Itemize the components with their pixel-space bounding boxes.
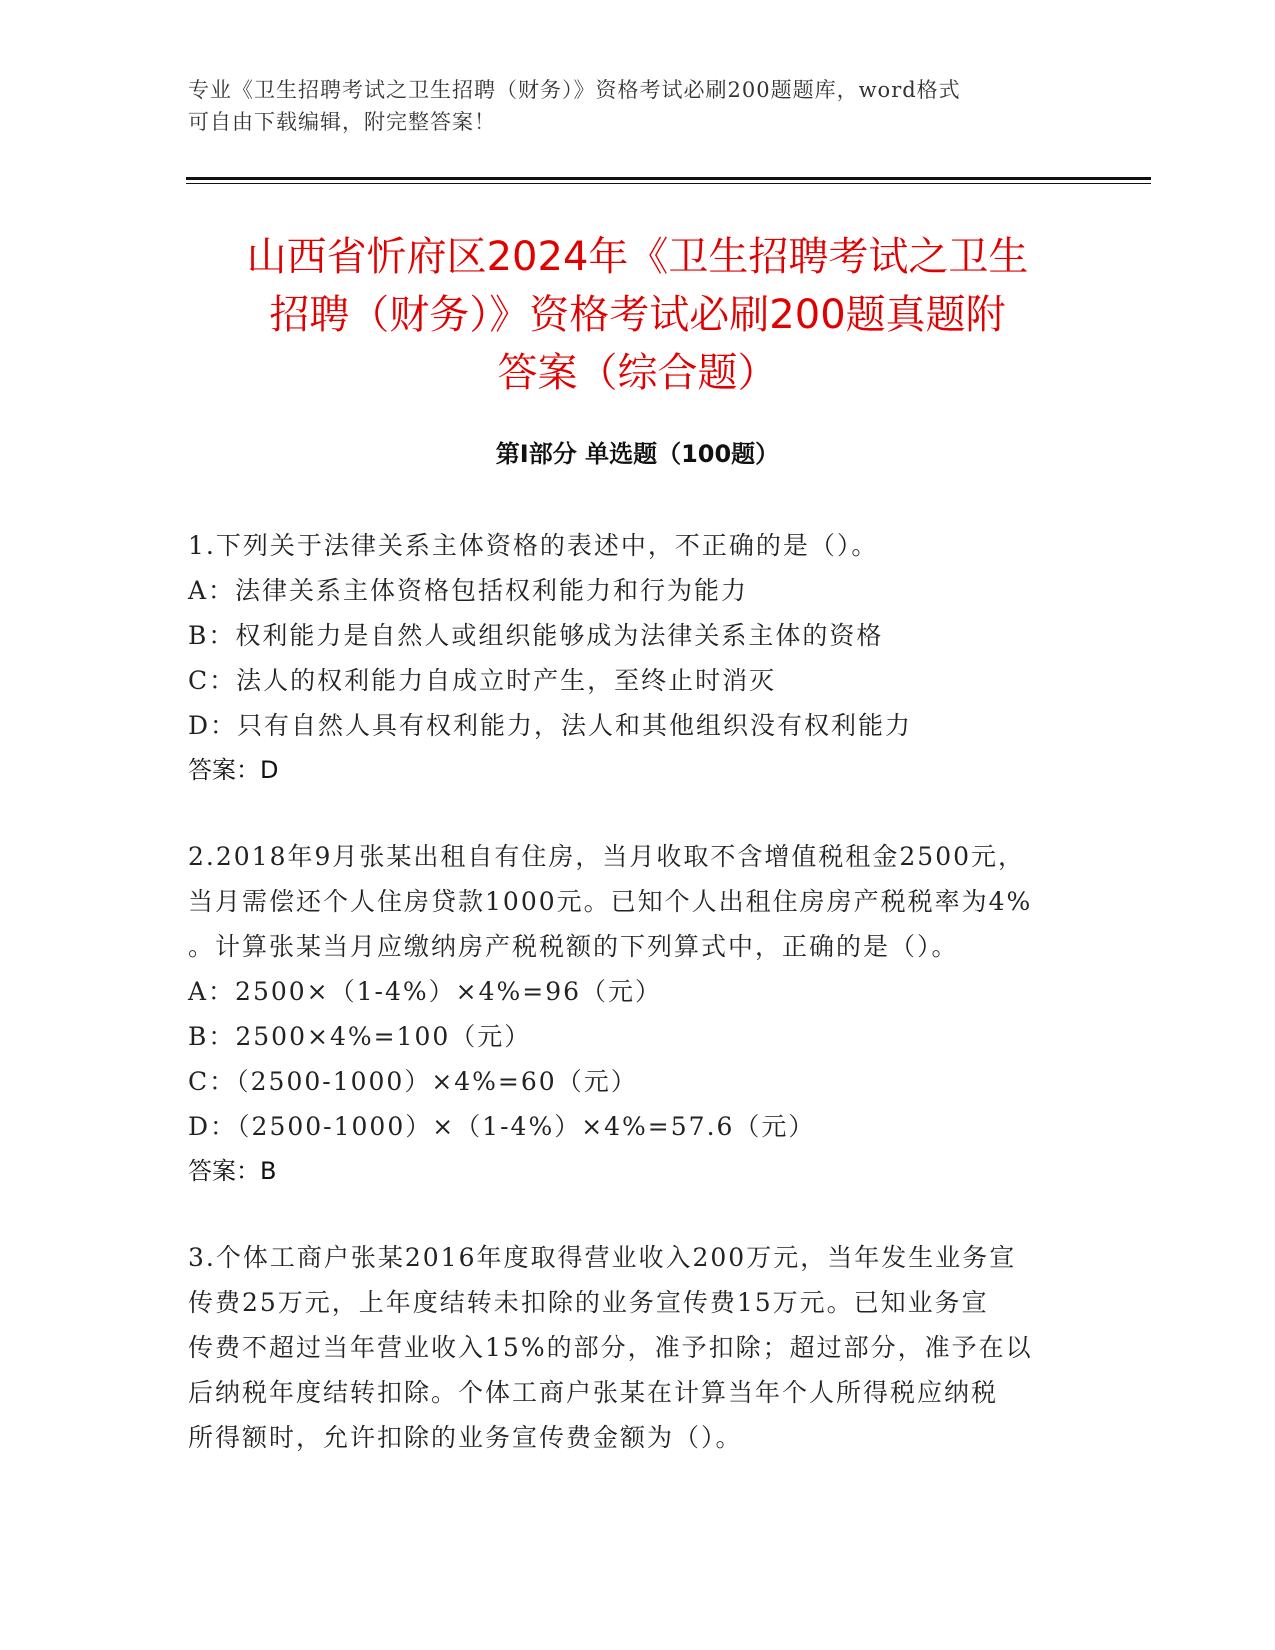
question-3	[188, 1235, 1078, 1460]
question-stem-line: 3.个体工商户张某2016年度取得营业收入200万元，当年发生业务宣	[188, 1243, 1017, 1272]
question-stem-line: 2.2018年9月张某出租自有住房，当月收取不含增值税租金2500元，	[188, 842, 1026, 871]
question-stem	[188, 834, 1078, 969]
question-2	[188, 834, 1078, 1194]
question-stem-line: 传费25万元，上年度结转未扣除的业务宣传费15万元。已知业务宣	[188, 1288, 989, 1317]
option-c: C：法人的权利能力自成立时产生，至终止时消灭	[188, 666, 777, 695]
answer: 答案：B	[188, 1157, 277, 1185]
question-stem-line: 1.下列关于法律关系主体资格的表述中，不正确的是（）。	[188, 531, 879, 560]
option-a: A：2500×（1-4%）×4%=96（元）	[188, 977, 663, 1006]
option-d: D：（2500-1000）×（1-4%）×4%=57.6（元）	[188, 1112, 816, 1141]
document-title-line-1: 山西省忻府区2024年《卫生招聘考试之卫生	[246, 234, 1029, 280]
question-stem-line: 后纳税年度结转扣除。个体工商户张某在计算当年个人所得税应纳税	[188, 1378, 999, 1407]
question-stem	[188, 523, 1078, 568]
option-c: C：（2500-1000）×4%=60（元）	[188, 1067, 638, 1096]
option-b: B：权利能力是自然人或组织能够成为法律关系主体的资格	[188, 621, 884, 650]
document-title-line-3: 答案（综合题）	[497, 350, 778, 396]
header-note	[188, 74, 1088, 138]
header-note-line-1: 专业《卫生招聘考试之卫生招聘（财务）》资格考试必刷200题题库，word格式	[188, 78, 961, 102]
option-d: D：只有自然人具有权利能力，法人和其他组织没有权利能力	[188, 711, 913, 740]
document-title-line-2: 招聘（财务）》资格考试必刷200题真题附	[269, 292, 1006, 338]
option-a: A：法律关系主体资格包括权利能力和行为能力	[188, 576, 749, 605]
question-stem-line: 所得额时，允许扣除的业务宣传费金额为（）。	[188, 1423, 743, 1452]
section-title: 第Ⅰ部分 单选题（100题）	[495, 440, 780, 468]
question-1	[188, 523, 1078, 793]
answer: 答案：D	[188, 756, 279, 784]
question-stem-line: 传费不超过当年营业收入15%的部分，准予扣除；超过部分，准予在以	[188, 1333, 1033, 1362]
question-stem-line: 。计算张某当月应缴纳房产税税额的下列算式中，正确的是（）。	[188, 932, 959, 961]
option-b: B：2500×4%=100（元）	[188, 1022, 532, 1051]
header-divider-thin	[186, 183, 1151, 184]
question-stem-line: 当月需偿还个人住房贷款1000元。已知个人出租住房房产税税率为4%	[188, 887, 1033, 916]
header-divider-thick	[186, 177, 1151, 180]
question-stem	[188, 1235, 1078, 1460]
header-note-line-2: 可自由下载编辑，附完整答案！	[188, 110, 496, 134]
document-title	[150, 228, 1125, 402]
question-list	[188, 523, 1078, 1501]
